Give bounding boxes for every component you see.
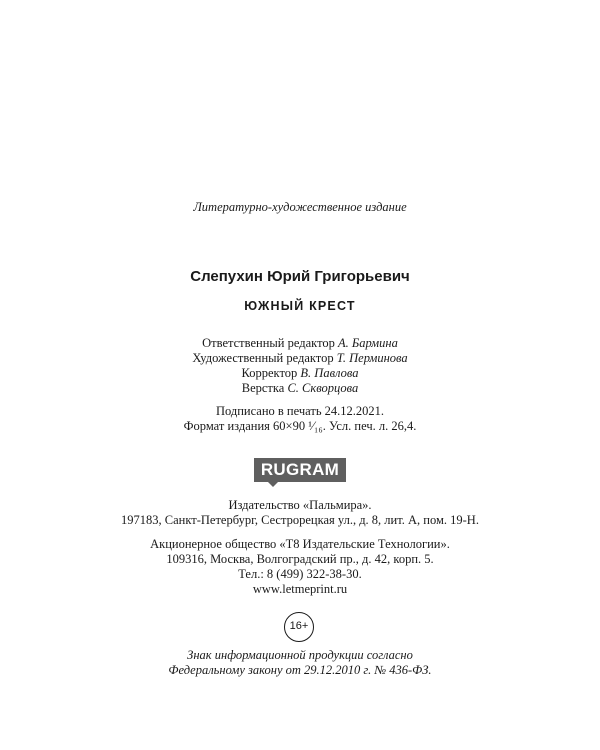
author-name: Слепухин Юрий Григорьевич: [190, 268, 410, 285]
credit-line: [0, 336, 600, 351]
printer-website: www.letmeprint.ru: [252, 582, 348, 596]
print-format: Формат издания 60×90 ¹⁄₁₆. Усл. печ. л. 26,4.: [183, 419, 417, 433]
printer-phone: Тел.: 8 (499) 322-38-30.: [238, 567, 362, 581]
credit-role: Верстка: [241, 381, 285, 395]
rugram-logo: [254, 458, 346, 486]
credit-line: [0, 381, 600, 396]
age-note-line: Знак информационной продукции согласно: [187, 648, 413, 662]
genre-label: Литературно-художественное издание: [193, 200, 407, 214]
credit-person: А. Бармина: [338, 336, 398, 350]
age-note-line: Федеральному закону от 29.12.2010 г. № 436-ФЗ.: [168, 663, 432, 677]
print-signed-date: Подписано в печать 24.12.2021.: [215, 404, 385, 418]
credit-role: Ответственный редактор: [202, 336, 335, 350]
credit-role: Художественный редактор: [192, 351, 334, 365]
credit-person: В. Павлова: [300, 366, 359, 380]
credit-person: С. Скворцова: [287, 381, 359, 395]
rugram-logo-tail: [268, 482, 278, 487]
credit-person: Т. Перминова: [336, 351, 408, 365]
printer-name: Акционерное общество «Т8 Издательские Технологии».: [150, 537, 450, 551]
credit-line: [0, 351, 600, 366]
publisher-address: 197183, Санкт-Петербург, Сестрорецкая ул., д. 8, лит. А, пом. 19-Н.: [121, 513, 479, 527]
publisher-name: Издательство «Пальмира».: [228, 498, 372, 512]
printer-address: 109316, Москва, Волгоградский пр., д. 42, корп. 5.: [166, 552, 434, 566]
credit-line: [0, 366, 600, 381]
age-rating-badge: 16+: [284, 612, 314, 642]
credit-role: Корректор: [241, 366, 298, 380]
book-title: ЮЖНЫЙ КРЕСТ: [244, 299, 356, 313]
rugram-logo-text: RUGRAM: [254, 458, 346, 482]
